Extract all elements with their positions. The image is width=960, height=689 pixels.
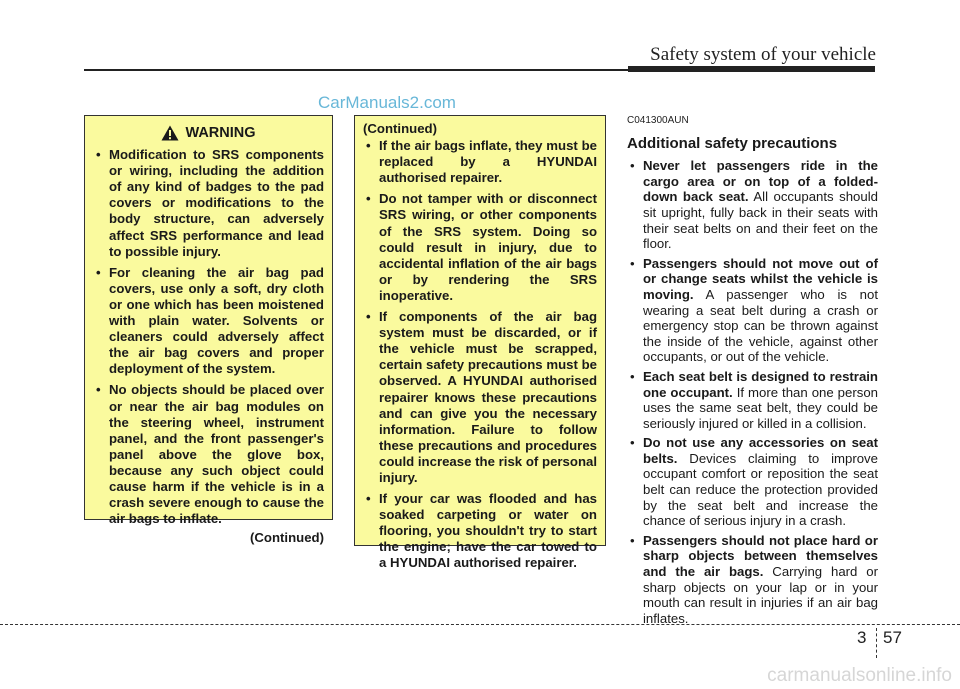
precaution-body: Carrying hard or sharp objects on your lap or in your mouth can result in injuries if an air bag inflates. <box>643 564 878 626</box>
continued-item: • If your car was flooded and has soaked carpeting or water on flooring, you shouldn't try to start the engine; have the car towed to a HYUNDAI authorised repairer. <box>363 491 597 571</box>
continued-label: (Continued) <box>250 530 324 546</box>
warning-heading-text: WARNING <box>185 125 256 141</box>
precaution-item <box>627 256 878 365</box>
precaution-lead: Passengers should not move out of or change seats whilst the vehicle is moving. <box>643 255 878 302</box>
precaution-body: A passenger who is not wearing a seat belt during a crash or emergency stop can be thrown against the inside of the vehicle, against other occupants, or out of the vehicle. <box>643 286 878 365</box>
continued-list <box>363 138 597 571</box>
warning-box <box>84 115 333 546</box>
warning-heading <box>93 125 324 141</box>
footer-rule <box>0 624 960 625</box>
continued-heading: (Continued) <box>363 121 437 136</box>
footer-watermark: carmanualsonline.info <box>767 665 952 686</box>
precaution-body: Devices claiming to improve occupant comfort or reposition the seat belt can reduce the protection provided by the seat belt and increase the chance of serious injury in a crash. <box>643 450 878 529</box>
precaution-body: All occupants should sit upright, fully back in their seats with their seat belts on and their feet on the floor. <box>643 189 878 252</box>
precautions-heading: Additional safety precautions <box>627 134 838 152</box>
precaution-item <box>627 533 878 627</box>
continued-item: • If the air bags inflate, they must be replaced by a HYUNDAI authorised repairer. <box>363 138 597 186</box>
precaution-lead: Each seat belt is designed to restrain one occupant. <box>643 368 878 400</box>
page-number-divider <box>876 628 877 658</box>
page-number: 57 <box>883 628 902 647</box>
precaution-item <box>627 435 878 529</box>
precaution-lead: Never let passengers ride in the cargo area or on top of a folded-down back seat. <box>643 158 878 205</box>
header-rule-accent <box>628 66 875 72</box>
continued-warning-box <box>354 115 606 571</box>
watermark-link[interactable]: CarManuals2.com <box>318 93 456 112</box>
warning-item: • Modification to SRS components or wiring, including the addition of any kind of badges to the pad covers or modifications to the body structure, can adversely affect SRS performance and lead to possible injury. <box>93 147 324 260</box>
section-code: C041300AUN <box>627 115 689 126</box>
section-title: Safety system of your vehicle <box>650 44 876 65</box>
continued-item: • Do not tamper with or disconnect SRS wiring, or other components of the SRS system. Doing so could result in injury, due to accidental inflation of the air bags or by rendering the SRS inoperative. <box>363 191 597 304</box>
precaution-item <box>627 369 878 431</box>
warning-item: • No objects should be placed over or near the air bag modules on the steering wheel, instrument panel, and the front passenger's panel above the glove box, because any such object could cause harm if the vehicle is in a crash severe enough to cause the air bags to inflate. <box>93 382 324 527</box>
chapter-number: 3 <box>857 628 867 647</box>
precaution-lead: Passengers should not place hard or sharp objects between themselves and the air bags. <box>643 532 878 580</box>
warning-list <box>93 147 324 527</box>
precaution-lead: Do not use any accessories on seat belts. <box>643 435 878 466</box>
precautions-list <box>627 158 878 626</box>
warning-item: • For cleaning the air bag pad covers, use only a soft, dry cloth or one which has been moistened with plain water. Solvents or cleaners could adversely affect the air bag covers and proper deployment of the system. <box>93 265 324 378</box>
precaution-item <box>627 158 878 252</box>
precaution-body: If more than one person uses the same seat belt, they could be seriously injured or killed in a collision. <box>643 384 879 431</box>
continued-item: • If components of the air bag system must be discarded, or if the vehicle must be scrapped, certain safety precautions must be observed. A HYUNDAI authorised repairer knows these precautions and can give you the necessary information. Failure to follow these precautions and procedures could increase the risk of personal injury. <box>363 309 597 486</box>
precautions-section <box>627 113 878 630</box>
warning-triangle-icon <box>161 125 179 141</box>
